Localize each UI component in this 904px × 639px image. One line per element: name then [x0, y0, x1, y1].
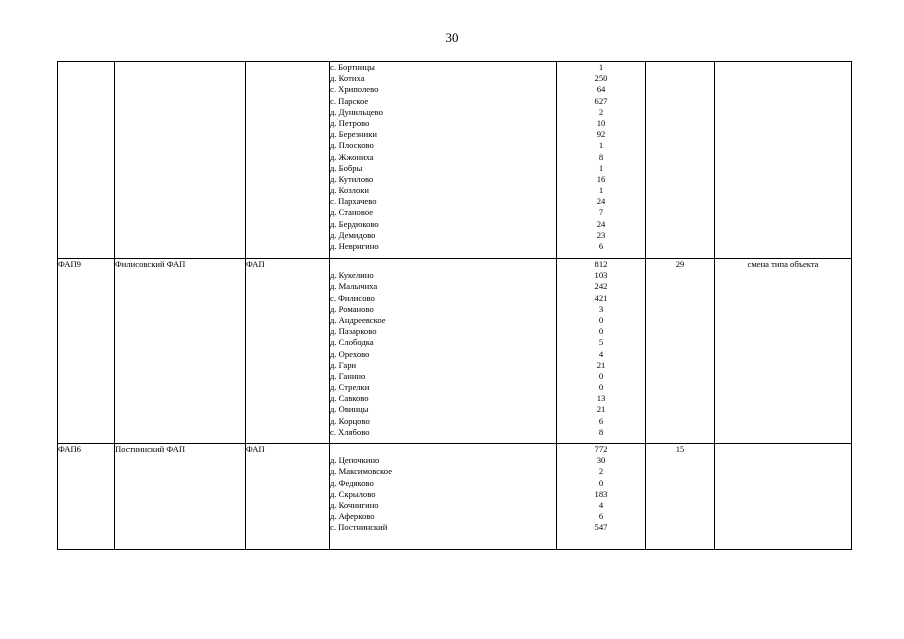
population-value: 0	[598, 477, 604, 488]
settlement-name: с. Хриполево	[330, 84, 379, 95]
population-value: 10	[596, 117, 606, 128]
settlement-name: д. Малычиха	[330, 281, 378, 292]
population-value: 2	[598, 466, 604, 477]
population-value: 13	[596, 393, 606, 404]
settlements-head	[330, 259, 556, 270]
settlement-name: д. Овинцы	[330, 404, 369, 415]
population-value: 1	[598, 62, 604, 72]
settlement-name: д. Петрово	[330, 117, 370, 128]
settlements-cell	[330, 259, 557, 444]
settlement-name: д. Орехово	[330, 348, 370, 359]
population-value: 627	[594, 95, 608, 106]
settlement-name: д. Федяково	[330, 477, 374, 488]
count-cell: 29	[646, 259, 715, 444]
population-cell	[557, 62, 646, 259]
population-value: 6	[598, 415, 604, 426]
settlement-name: д. Плосково	[330, 140, 374, 151]
settlement-name: д. Демидово	[330, 229, 376, 240]
population-value: 547	[594, 522, 608, 533]
population-value: 1	[598, 185, 604, 196]
population-cell	[557, 444, 646, 550]
settlement-name: д. Козлоки	[330, 185, 370, 196]
population-value: 4	[598, 499, 604, 510]
count-cell	[646, 62, 715, 259]
facilities-table	[57, 61, 852, 550]
settlement-name: с. Парское	[330, 95, 369, 106]
table-row	[58, 62, 852, 259]
settlements-cell	[330, 62, 557, 259]
population-value: 7	[598, 207, 604, 218]
settlement-name: д. Аферково	[330, 511, 375, 522]
settlement-name: д. Невригино	[330, 241, 379, 251]
facility-name-cell: Филисовский ФАП	[115, 259, 246, 444]
population-value: 0	[598, 382, 604, 393]
population-value: 1	[598, 140, 604, 151]
settlement-name: д. Бобры	[330, 162, 363, 173]
settlement-name: с. Бортницы	[330, 62, 375, 72]
settlement-name: д. Бердюково	[330, 218, 379, 229]
settlement-name: с. Хлябово	[330, 426, 370, 437]
settlement-name: д. Корцово	[330, 415, 370, 426]
page-number: 30	[445, 30, 459, 45]
population-value: 5	[598, 337, 604, 348]
settlement-name: с. Пархачево	[330, 196, 377, 207]
note-cell	[715, 444, 852, 550]
settlement-name: д. Котиха	[330, 73, 365, 84]
population-value: 64	[596, 84, 606, 95]
population-value: 6	[598, 241, 604, 251]
settlement-name: д. Дунильцево	[330, 106, 383, 117]
facility-name-cell	[115, 62, 246, 259]
note-cell	[715, 62, 852, 259]
settlement-name: д. Андреевское	[330, 314, 386, 325]
settlement-name: д. Максимовское	[330, 466, 393, 477]
settlement-name: д. Скрылово	[330, 488, 376, 499]
facility-code-cell	[58, 62, 115, 259]
facility-name-cell: Постнинский ФАП	[115, 444, 246, 550]
settlement-name: д. Цепочкино	[330, 455, 380, 466]
population-value: 242	[594, 281, 608, 292]
population-value: 2	[598, 106, 604, 117]
population-value: 16	[596, 173, 606, 184]
population-value: 21	[596, 404, 606, 415]
settlement-name: д. Кочнигино	[330, 499, 379, 510]
facility-type-cell	[246, 62, 330, 259]
settlement-name: д. Кукелино	[330, 270, 374, 281]
population-value: 1	[598, 162, 604, 173]
settlement-name: д. Кутилово	[330, 173, 374, 184]
settlement-name: д. Ганино	[330, 370, 366, 381]
population-value: 4	[598, 348, 604, 359]
population-value: 103	[594, 270, 608, 281]
table-row	[58, 259, 852, 444]
settlement-name: д. Слободка	[330, 337, 374, 348]
population-value: 6	[598, 511, 604, 522]
settlements-cell	[330, 444, 557, 550]
settlements-head	[330, 444, 556, 455]
population-value: 23	[596, 229, 606, 240]
settlement-name: д. Романово	[330, 303, 374, 314]
settlement-name: с. Филисово	[330, 292, 375, 303]
facility-code-cell: ФАП9	[58, 259, 115, 444]
population-value: 0	[598, 314, 604, 325]
population-value: 183	[594, 488, 608, 499]
settlement-name: д. Пазарково	[330, 326, 377, 337]
population-value: 8	[598, 426, 604, 437]
facility-type-cell: ФАП	[246, 259, 330, 444]
population-value: 8	[598, 151, 604, 162]
population-total: 772	[594, 444, 608, 454]
settlement-name: д. Гари	[330, 359, 357, 370]
population-value: 250	[594, 73, 608, 84]
population-value: 30	[596, 455, 606, 466]
population-cell	[557, 259, 646, 444]
settlement-name: д. Жжониха	[330, 151, 374, 162]
settlement-name: с. Постнинский	[330, 522, 388, 533]
settlement-name: д. Березники	[330, 129, 378, 140]
note-cell: смена типа объекта	[715, 259, 852, 444]
population-value: 24	[596, 196, 606, 207]
settlement-name: д. Стрелки	[330, 382, 370, 393]
population-value: 421	[594, 292, 608, 303]
count-cell: 15	[646, 444, 715, 550]
facility-type-cell: ФАП	[246, 444, 330, 550]
settlement-name: д. Савково	[330, 393, 369, 404]
population-total: 812	[594, 259, 608, 269]
population-value: 24	[596, 218, 606, 229]
table-body	[58, 62, 852, 550]
population-value: 21	[596, 359, 606, 370]
table-row	[58, 444, 852, 550]
population-value: 0	[598, 326, 604, 337]
population-value: 0	[598, 370, 604, 381]
facility-code-cell: ФАП6	[58, 444, 115, 550]
population-value: 92	[596, 129, 606, 140]
settlement-name: д. Становое	[330, 207, 374, 218]
population-value: 3	[598, 303, 604, 314]
